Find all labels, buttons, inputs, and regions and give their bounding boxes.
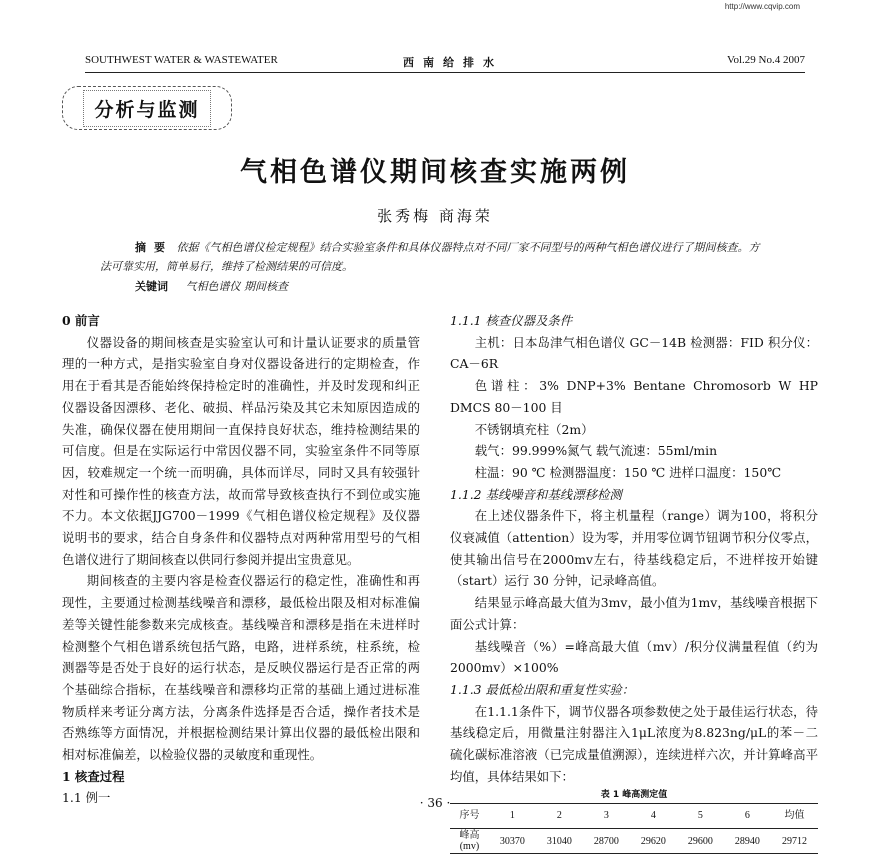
table-header-cell: 3	[583, 804, 630, 829]
instrument-carrier-gas: 载气：99.999%氮气 载气流速：55ml/min	[474, 443, 718, 459]
heading-detection-limit: 1.1.3 最低检出限和重复性实验：	[450, 681, 635, 697]
table-cell: 29620	[630, 829, 677, 854]
keywords	[135, 278, 288, 294]
keywords-text: 气相色谱仪 期间核查	[185, 280, 288, 293]
table-header-cell: 均值	[771, 804, 818, 829]
header-rule	[85, 72, 805, 73]
table-row	[450, 829, 818, 854]
table-cell: 31040	[536, 829, 583, 854]
journal-name-en: SOUTHWEST WATER & WASTEWATER	[85, 54, 278, 66]
page-number: · 36 ·	[419, 796, 451, 810]
instrument-column: 色谱柱：3% DNP+3% Bentane Chromosorb W HP DMCS 80－100 目	[450, 378, 818, 415]
heading-instrument-conditions: 1.1.1 核查仪器及条件	[450, 313, 573, 328]
table-cell: 29600	[677, 829, 724, 854]
abstract	[100, 238, 770, 276]
paragraph-noise-method: 在上述仪器条件下，将主机量程（range）调为100，将积分仪衰减值（attention）设为零，并用零位调节钮调节积分仪零点，使其输出信号在2000mv左右，待基线稳定后，不进样按开始键（start）运行 30 分钟，记录峰高值。	[450, 508, 818, 589]
left-column	[62, 310, 420, 809]
table-cell: 30370	[489, 829, 536, 854]
table-cell: 28940	[724, 829, 771, 854]
instrument-temperatures: 柱温：90 ℃ 检测器温度：150 ℃ 进样口温度：150℃	[474, 464, 782, 480]
row-label-line-1: 峰高	[459, 830, 480, 842]
abstract-label: 摘要	[135, 241, 173, 254]
instrument-packed-column: 不锈钢填充柱（2m）	[474, 421, 594, 437]
paragraph-detection-limit: 在1.1.1条件下，调节仪器各项参数使之处于最佳运行状态，待基线稳定后，用微量注射器注入1μL浓度为8.823ng/μL的苯－二硫化碳标准溶液（已完成量值溯源），连续进样六次，并计算峰高平均值，具体结果如下：	[450, 703, 818, 784]
right-column	[450, 310, 818, 854]
source-url: http://www.cqvip.com	[724, 2, 800, 11]
heading-intro: 0 前言	[62, 313, 100, 328]
formula-noise: 基线噪音（%）=峰高最大值（mv）/积分仪满量程值（约为2000mv）×100%	[450, 638, 818, 676]
section-tag-label: 分析与监测	[83, 90, 210, 127]
table-cell: 29712	[771, 829, 818, 854]
table-cell: 28700	[583, 829, 630, 854]
heading-example-1: 1.1 例一	[62, 790, 111, 806]
paragraph-noise-result: 结果显示峰高最大值为3mv，最小值为1mv，基线噪音根据下面公式计算：	[450, 595, 818, 632]
table-header-cell: 1	[489, 804, 536, 829]
paragraph-intro-2: 期间核查的主要内容是检查仪器运行的稳定性，准确性和再现性，主要通过检测基线噪音和漂移，最低检出限及相对标准偏差等关键性能参数来完成核查。基线噪音和漂移是指在未进样时检测整个气相色谱系统包括气路，电路，进样系统，柱系统，检测器等是否处于良好的运行状态，是反映仪器运行是否正常的两个基础综合指标，在基线噪音和漂移均正常的基础上通过进标准物质样来考证分离方法，分离条件选择是否合适，操作者技术是否熟练等方面情况，并根据检测结果计算出仪器的最低检出限和相对标准偏差，以检验仪器的灵敏度和重现性。	[62, 573, 420, 763]
article-authors: 张秀梅 商海荣	[377, 207, 493, 225]
table-header-cell: 5	[677, 804, 724, 829]
article-title: 气相色谱仪期间核查实施两例	[240, 157, 630, 188]
table-row-label	[450, 829, 489, 854]
section-tag	[62, 86, 232, 130]
table-header-cell: 4	[630, 804, 677, 829]
heading-baseline-noise: 1.1.2 基线噪音和基线漂移检测	[450, 486, 622, 502]
row-label-line-2: (mv)	[459, 841, 480, 853]
journal-name-cn: 西南给排水	[403, 57, 503, 69]
volume-issue: Vol.29 No.4 2007	[726, 54, 805, 66]
table-header-cell: 6	[724, 804, 771, 829]
heading-process: 1 核查过程	[62, 768, 125, 784]
table-header-cell: 2	[536, 804, 583, 829]
keywords-label: 关键词	[135, 280, 168, 293]
table-header-cell: 序号	[450, 804, 489, 829]
paragraph-intro-1: 仪器设备的期间核查是实验室认可和计量认证要求的质量管理的一种方式，是指实验室自身对仪器设备进行的定期检查，作用在于看其是否能始终保持检定时的准确性，并及时发现和纠正仪器设备因漂移、老化、破损、样品污染及其它未知原因造成的失准，确保仪器在使用期间一直保持良好状态，维持检测结果的可信度。但是在实际运行中常因仪器不同，实验室条件不同等原因，较难规定一个统一而明确，具体而详尽，同时又具有较强针对性和可操作性的核查方法，故而常导致核查执行不到位或实施不力。本文依据JJG700－1999《气相色谱仪检定规程》及仪器说明书的要求，结合自身条件和仪器特点对两种常用型号的气相色谱仪进行了期间核查以供同行参阅并提出宝贵意见。	[62, 334, 420, 567]
table-caption: 表 1 峰高测定值	[600, 790, 668, 801]
abstract-text: 依据《气相色谱仪检定规程》结合实验室条件和具体仪器特点对不同厂家不同型号的两种气相色谱仪进行了期间核查。方法可靠实用，简单易行，维持了检测结果的可信度。	[100, 241, 760, 273]
peak-height-table	[450, 803, 818, 854]
running-header	[85, 54, 805, 70]
instrument-main: 主机：日本岛津气相色谱仪 GC－14B 检测器：FID 积分仪：CA－6R	[450, 334, 818, 372]
